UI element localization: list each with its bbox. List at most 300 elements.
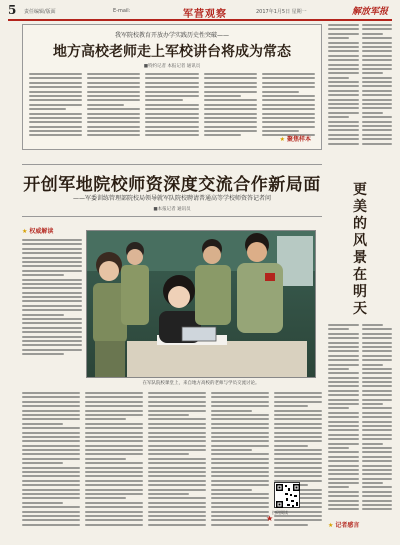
text-line <box>328 90 359 92</box>
text-line <box>22 336 82 338</box>
text-line <box>274 458 322 460</box>
text-line <box>204 117 257 119</box>
text-line <box>211 392 269 394</box>
text-line <box>211 453 269 455</box>
text-line <box>22 471 80 473</box>
text-line <box>211 480 269 482</box>
text-line <box>22 493 80 495</box>
text-line <box>262 91 299 93</box>
text-line <box>362 94 393 96</box>
text-line <box>204 108 257 110</box>
text-line <box>362 77 393 79</box>
text-line <box>362 359 393 361</box>
text-line <box>145 99 182 101</box>
text-line <box>328 94 359 96</box>
sidebar-body <box>328 324 392 514</box>
text-line <box>211 519 269 521</box>
text-line <box>274 432 322 434</box>
text-line <box>22 248 82 250</box>
text-column <box>262 73 315 143</box>
text-line <box>22 327 82 329</box>
text-line <box>148 410 206 412</box>
top-article-body <box>29 73 315 143</box>
top-article-byline: ■特约记者 本报记者 通讯员 <box>143 64 201 69</box>
text-line <box>262 82 315 84</box>
text-line <box>85 392 143 394</box>
text-line <box>29 121 82 123</box>
text-line <box>328 469 359 471</box>
text-line <box>328 72 359 74</box>
qr-label: 扫码阅读 <box>272 510 288 515</box>
text-line <box>145 108 198 110</box>
text-line <box>148 484 206 486</box>
text-line <box>362 385 393 387</box>
text-line <box>328 443 359 445</box>
text-line <box>328 46 359 48</box>
text-line <box>22 265 82 267</box>
text-line <box>22 515 80 517</box>
text-line <box>87 113 140 115</box>
text-line <box>204 104 257 106</box>
text-line <box>22 287 82 289</box>
text-line <box>328 403 359 405</box>
text-line <box>204 95 241 97</box>
text-line <box>148 489 206 491</box>
text-line <box>274 445 308 447</box>
text-line <box>211 515 269 517</box>
text-line <box>328 495 359 497</box>
text-line <box>362 491 393 493</box>
text-line <box>22 497 80 499</box>
text-line <box>262 104 315 106</box>
text-line <box>328 116 349 118</box>
text-line <box>22 309 82 311</box>
text-line <box>328 372 359 374</box>
text-line <box>328 377 359 379</box>
text-line <box>148 524 206 526</box>
text-line <box>274 405 308 407</box>
divider <box>22 216 322 217</box>
text-line <box>262 77 315 79</box>
text-line <box>362 394 393 396</box>
text-line <box>87 73 140 75</box>
text-line <box>328 508 359 510</box>
text-line <box>362 46 393 48</box>
text-line <box>328 324 359 326</box>
top-article <box>22 24 322 150</box>
text-line <box>328 328 349 330</box>
text-line <box>328 473 359 475</box>
divider <box>22 164 322 165</box>
text-line <box>211 506 269 508</box>
text-line <box>362 72 383 74</box>
text-line <box>22 300 82 302</box>
text-column <box>22 392 80 532</box>
text-line <box>22 506 80 508</box>
text-line <box>211 458 269 460</box>
text-line <box>362 337 393 339</box>
text-column <box>362 324 393 514</box>
text-line <box>29 95 82 97</box>
text-line <box>328 500 359 502</box>
text-line <box>362 143 393 145</box>
text-line <box>148 506 206 508</box>
text-line <box>262 117 315 119</box>
text-line <box>204 113 257 115</box>
text-line <box>204 99 257 101</box>
text-line <box>328 99 359 101</box>
text-line <box>87 117 140 119</box>
text-line <box>148 475 206 477</box>
text-line <box>362 412 393 414</box>
text-line <box>22 396 80 398</box>
text-line <box>204 91 257 93</box>
text-column <box>87 73 140 143</box>
text-line <box>22 349 82 351</box>
text-line <box>87 91 140 93</box>
text-line <box>362 24 393 26</box>
text-line <box>22 449 80 451</box>
text-line <box>29 126 82 128</box>
text-line <box>204 86 257 88</box>
text-line <box>328 59 359 61</box>
text-line <box>145 121 198 123</box>
text-line <box>145 77 198 79</box>
text-line <box>145 95 198 97</box>
text-line <box>22 314 64 316</box>
qr-code[interactable] <box>274 482 300 508</box>
sidebar-foot <box>328 520 392 529</box>
text-line <box>362 328 393 330</box>
text-line <box>87 104 124 106</box>
text-line <box>362 342 393 344</box>
text-line <box>22 502 63 504</box>
text-line <box>362 55 393 57</box>
text-line <box>362 112 383 114</box>
text-line <box>204 130 257 132</box>
text-line <box>22 340 82 342</box>
text-line <box>211 401 269 403</box>
text-line <box>274 453 322 455</box>
text-line <box>204 82 257 84</box>
top-article-headline: 地方高校老师走上军校讲台将成为常态 <box>53 44 291 60</box>
star-icon: ★ <box>279 136 285 143</box>
text-line <box>362 473 393 475</box>
text-line <box>274 410 322 412</box>
text-line <box>85 467 143 469</box>
text-line <box>145 104 198 106</box>
text-line <box>328 103 359 105</box>
text-line <box>328 368 349 370</box>
text-line <box>362 421 393 423</box>
text-line <box>328 416 359 418</box>
text-line <box>274 475 322 477</box>
text-line <box>85 493 143 495</box>
text-line <box>362 125 393 127</box>
text-line <box>85 440 143 442</box>
text-line <box>148 458 206 460</box>
text-line <box>211 471 269 473</box>
text-line <box>148 392 206 394</box>
page-header <box>8 5 392 21</box>
text-line <box>362 390 393 392</box>
text-line <box>204 134 241 136</box>
text-line <box>362 37 393 39</box>
text-line <box>29 91 82 93</box>
text-line <box>328 399 359 401</box>
text-line <box>148 396 206 398</box>
text-line <box>362 460 393 462</box>
text-line <box>328 478 359 480</box>
text-line <box>148 432 206 434</box>
text-line <box>148 414 189 416</box>
text-line <box>22 270 82 272</box>
text-line <box>85 453 143 455</box>
text-line <box>362 333 393 335</box>
text-line <box>328 138 359 140</box>
text-line <box>204 77 257 79</box>
text-line <box>145 91 198 93</box>
sidebar-foot-label: 记者感言 <box>335 522 360 529</box>
text-line <box>148 436 206 438</box>
text-line <box>211 440 269 442</box>
text-line <box>211 436 269 438</box>
text-line <box>148 427 206 429</box>
text-line <box>87 99 140 101</box>
text-line <box>22 453 80 455</box>
text-line <box>362 377 393 379</box>
text-line <box>362 355 393 357</box>
text-line <box>274 427 322 429</box>
text-line <box>85 515 143 517</box>
text-line <box>22 423 63 425</box>
qr-code-icon <box>275 483 301 509</box>
text-line <box>328 342 359 344</box>
text-line <box>262 95 315 97</box>
text-line <box>22 252 82 254</box>
text-line <box>328 447 349 449</box>
text-line <box>362 64 393 66</box>
text-line <box>148 519 206 521</box>
text-line <box>22 296 82 298</box>
text-line <box>328 390 359 392</box>
text-line <box>204 73 257 75</box>
text-line <box>362 68 393 70</box>
main-byline: ■本报记者 通讯员 <box>153 207 191 212</box>
text-line <box>148 497 206 499</box>
page-number: 5 <box>8 3 17 17</box>
text-line <box>362 134 393 136</box>
text-line <box>87 95 140 97</box>
text-line <box>22 318 82 320</box>
text-line <box>328 421 359 423</box>
section-tag <box>22 226 82 235</box>
text-line <box>85 432 143 434</box>
text-line <box>87 134 140 136</box>
text-line <box>274 467 322 469</box>
photo-caption: 在军队院校课堂上，来自地方高校的老师与学员交流讨论。 <box>142 381 260 386</box>
star-icon: ★ <box>266 514 274 523</box>
text-line <box>362 425 393 427</box>
text-line <box>328 121 359 123</box>
text-line <box>22 292 82 294</box>
text-line <box>328 33 359 35</box>
text-line <box>148 515 206 517</box>
text-line <box>211 467 269 469</box>
text-line <box>148 418 206 420</box>
text-line <box>22 353 64 355</box>
text-line <box>362 508 393 510</box>
text-line <box>85 445 143 447</box>
text-line <box>362 429 393 431</box>
text-line <box>87 126 140 128</box>
text-column <box>204 73 257 143</box>
text-line <box>362 447 393 449</box>
text-line <box>85 449 143 451</box>
text-line <box>85 418 126 420</box>
text-line <box>22 414 80 416</box>
text-line <box>362 138 393 140</box>
text-line <box>211 418 269 420</box>
text-line <box>22 331 82 333</box>
text-line <box>328 68 359 70</box>
text-line <box>362 372 393 374</box>
text-line <box>85 502 143 504</box>
text-line <box>148 467 206 469</box>
section-tag-label: 权威解读 <box>29 228 54 235</box>
text-line <box>211 445 269 447</box>
newspaper-logo: 解放军报 <box>351 7 388 17</box>
text-line <box>274 462 322 464</box>
text-line <box>29 104 82 106</box>
text-column <box>362 24 393 150</box>
text-line <box>85 489 143 491</box>
text-line <box>328 143 359 145</box>
sidebar-title: 更美的风景在明天 <box>353 182 367 317</box>
text-line <box>22 239 82 241</box>
text-line <box>148 462 206 464</box>
text-line <box>145 130 198 132</box>
text-line <box>85 524 143 526</box>
text-line <box>362 42 393 44</box>
text-line <box>328 81 359 83</box>
text-line <box>148 511 206 513</box>
text-line <box>211 524 269 526</box>
text-line <box>328 407 349 409</box>
text-line <box>85 497 126 499</box>
main-subhead: ——军委训练管理部院校局领导就军队院校聘请普通高等学校师资答记者问 <box>72 195 271 202</box>
text-line <box>362 469 393 471</box>
text-line <box>328 359 359 361</box>
text-line <box>362 99 393 101</box>
text-line <box>328 134 359 136</box>
text-line <box>274 524 308 526</box>
text-line <box>211 449 252 451</box>
text-line <box>262 130 299 132</box>
text-line <box>328 460 359 462</box>
text-line <box>22 440 80 442</box>
text-line <box>362 500 393 502</box>
text-line <box>145 126 198 128</box>
text-line <box>274 401 322 403</box>
text-line <box>328 456 359 458</box>
text-line <box>148 440 206 442</box>
text-line <box>148 480 206 482</box>
text-line <box>29 77 82 79</box>
text-line <box>29 108 66 110</box>
text-line <box>148 502 206 504</box>
text-line <box>362 438 393 440</box>
text-line <box>362 81 393 83</box>
text-line <box>85 458 126 460</box>
text-line <box>22 322 82 324</box>
text-line <box>29 130 82 132</box>
text-line <box>29 86 82 88</box>
text-line <box>328 364 359 366</box>
text-line <box>211 511 269 513</box>
text-line <box>22 261 82 263</box>
text-column <box>29 73 82 143</box>
text-line <box>362 324 383 326</box>
sidebar-top-text <box>328 24 392 150</box>
text-line <box>145 86 198 88</box>
text-line <box>328 482 359 484</box>
text-line <box>145 117 198 119</box>
text-line <box>148 445 206 447</box>
text-line <box>29 113 82 115</box>
text-line <box>211 396 269 398</box>
text-line <box>22 283 82 285</box>
text-line <box>362 495 393 497</box>
text-line <box>87 121 140 123</box>
text-line <box>85 401 143 403</box>
text-line <box>22 344 82 346</box>
text-line <box>22 243 82 245</box>
text-line <box>29 117 82 119</box>
text-line <box>22 405 80 407</box>
text-line <box>148 401 206 403</box>
text-line <box>362 90 393 92</box>
text-line <box>328 438 359 440</box>
email-info: E-mail: <box>113 8 131 14</box>
text-line <box>274 436 322 438</box>
text-column <box>328 24 359 150</box>
text-line <box>22 524 80 526</box>
text-line <box>85 475 143 477</box>
text-line <box>328 28 359 30</box>
top-article-kicker: 我军院校教育开放办学实践历史性突破—— <box>114 32 229 39</box>
text-line <box>362 407 393 409</box>
text-column <box>145 73 198 143</box>
text-line <box>22 279 82 281</box>
text-line <box>362 482 383 484</box>
text-line <box>362 368 393 370</box>
text-line <box>274 519 322 521</box>
main-headline: 开创军地院校师资深度交流合作新局面 <box>23 175 321 195</box>
text-line <box>22 519 80 521</box>
text-line <box>148 405 206 407</box>
text-line <box>328 24 359 26</box>
text-line <box>328 333 359 335</box>
text-line <box>362 28 393 30</box>
text-line <box>262 108 315 110</box>
text-line <box>362 416 393 418</box>
text-line <box>29 99 82 101</box>
text-line <box>85 471 143 473</box>
text-line <box>22 427 80 429</box>
text-line <box>22 462 63 464</box>
text-line <box>22 436 80 438</box>
